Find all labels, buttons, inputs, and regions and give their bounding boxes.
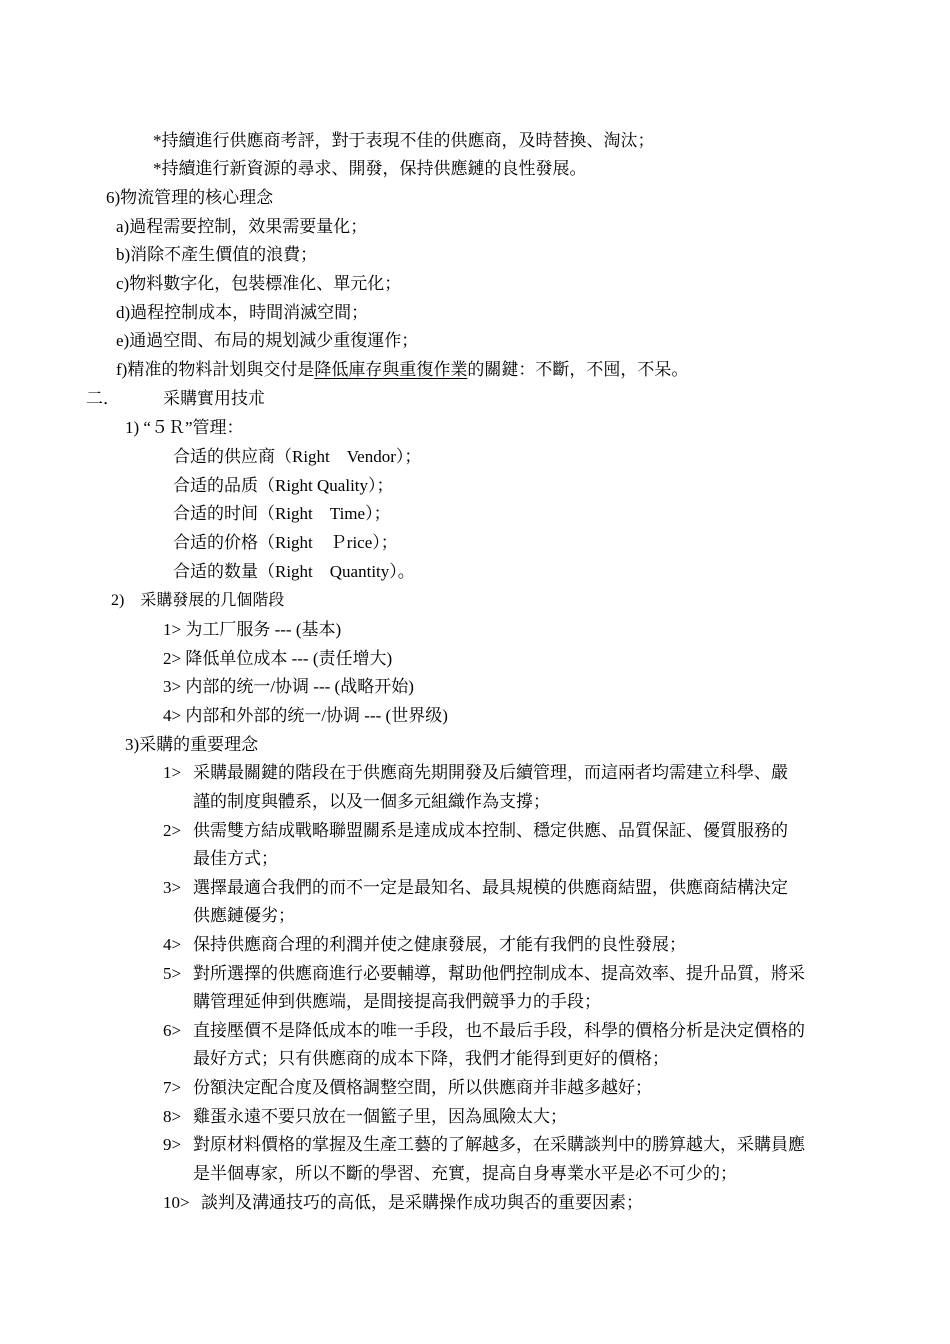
five-r-heading: 1) “５Ｒ”管理：	[125, 418, 244, 437]
section-title: 采購實用技朮	[163, 389, 265, 408]
concept-item-cont: 購管理延伸到供應端，是間接提高我們競爭力的手段；	[193, 992, 601, 1011]
five-r-price: 合适的价格（Right Ｐrice）；	[173, 533, 398, 552]
concept-item-cont: 謹的制度與體系，以及一個多元組織作為支撐；	[193, 792, 550, 811]
section-number: 二．	[86, 389, 120, 408]
five-r-time: 合适的时间（Right Time）；	[173, 504, 391, 523]
five-r-quantity: 合适的数量（Right Quantity）。	[173, 562, 415, 581]
item-f-prefix: f)精准的物料計划與交付是	[116, 360, 315, 379]
bullet-supplier-evaluation: *持續進行供應商考評，對于表現不佳的供應商，及時替換、淘汰；	[153, 131, 655, 150]
stage-4: 4> 内部和外部的统一/协调 --- (世界级)	[163, 706, 448, 725]
logistics-item-b: b)消除不產生價值的浪費；	[116, 245, 318, 264]
logistics-heading: 6)物流管理的核心理念	[106, 188, 274, 207]
stage-3: 3> 内部的统一/协调 --- (战略开始)	[163, 677, 414, 696]
stage-2: 2> 降低单位成本 --- (责任增大)	[163, 649, 393, 668]
concept-item: 9> 對原材料價格的掌握及生產工藝的了解越多，在采購談判中的勝算越大，采購員應	[163, 1135, 805, 1154]
concept-item-cont: 最好方式；只有供應商的成本下降，我們才能得到更好的價格；	[193, 1049, 669, 1068]
concept-item: 4> 保持供應商合理的利潤并使之健康發展，才能有我們的良性發展；	[163, 935, 686, 954]
concept-item-cont: 最佳方式；	[193, 849, 278, 868]
concept-item-cont: 是半個專家，所以不斷的學習、充實，提高自身專業水平是必不可少的；	[193, 1164, 737, 1183]
concept-item: 8> 雞蛋永遠不要只放在一個籃子里，因為風險太大；	[163, 1107, 567, 1126]
concept-item: 7> 份額決定配合度及價格調整空間，所以供應商并非越多越好；	[163, 1078, 652, 1097]
concept-item: 2> 供需雙方結成戰略聯盟關系是達成成本控制、穩定供應、品質保証、優質服務的	[163, 821, 788, 840]
concept-item: 5> 對所選擇的供應商進行必要輔導，幫助他們控制成本、提高效率、提升品質，將采	[163, 964, 805, 983]
concept-item: 3> 選擇最適合我們的而不一定是最知名、最具規模的供應商結盟，供應商結構決定	[163, 878, 788, 897]
item-f-underlined: 降低庫存與重復作業	[314, 360, 468, 379]
stages-heading: 2) 采購發展的几個階段	[111, 592, 285, 609]
five-r-vendor: 合适的供应商（Right Vendor）；	[173, 447, 422, 466]
bullet-new-resource: *持續進行新資源的尋求、開發，保持供應鏈的良性發展。	[153, 159, 587, 178]
concept-item: 1> 采購最關鍵的階段在于供應商先期開發及后續管理，而這兩者均需建立科學、嚴	[163, 763, 788, 782]
concept-item-cont: 供應鏈優劣；	[193, 906, 295, 925]
concepts-heading: 3)采購的重要理念	[125, 735, 259, 754]
concept-item: 10> 談判及溝通技巧的高低，是采購操作成功與否的重要因素；	[163, 1193, 643, 1212]
logistics-item-a: a)過程需要控制，效果需要量化；	[116, 217, 368, 236]
logistics-item-f	[116, 359, 688, 381]
stage-1: 1> 为工厂服务 --- (基本)	[163, 620, 342, 639]
logistics-item-e: e)通過空間、布局的規划減少重復運作；	[116, 331, 419, 350]
logistics-item-d: d)過程控制成本，時間消滅空間；	[116, 303, 369, 322]
logistics-item-c: c)物料數字化，包裝標准化、單元化；	[116, 274, 402, 293]
concept-item: 6> 直接壓價不是降低成本的唯一手段，也不最后手段，科學的價格分析是決定價格的	[163, 1021, 805, 1040]
five-r-quality: 合适的品质（Right Quality）；	[173, 476, 394, 495]
item-f-suffix: 的關鍵：不斷，不囤，不呆。	[467, 360, 689, 379]
